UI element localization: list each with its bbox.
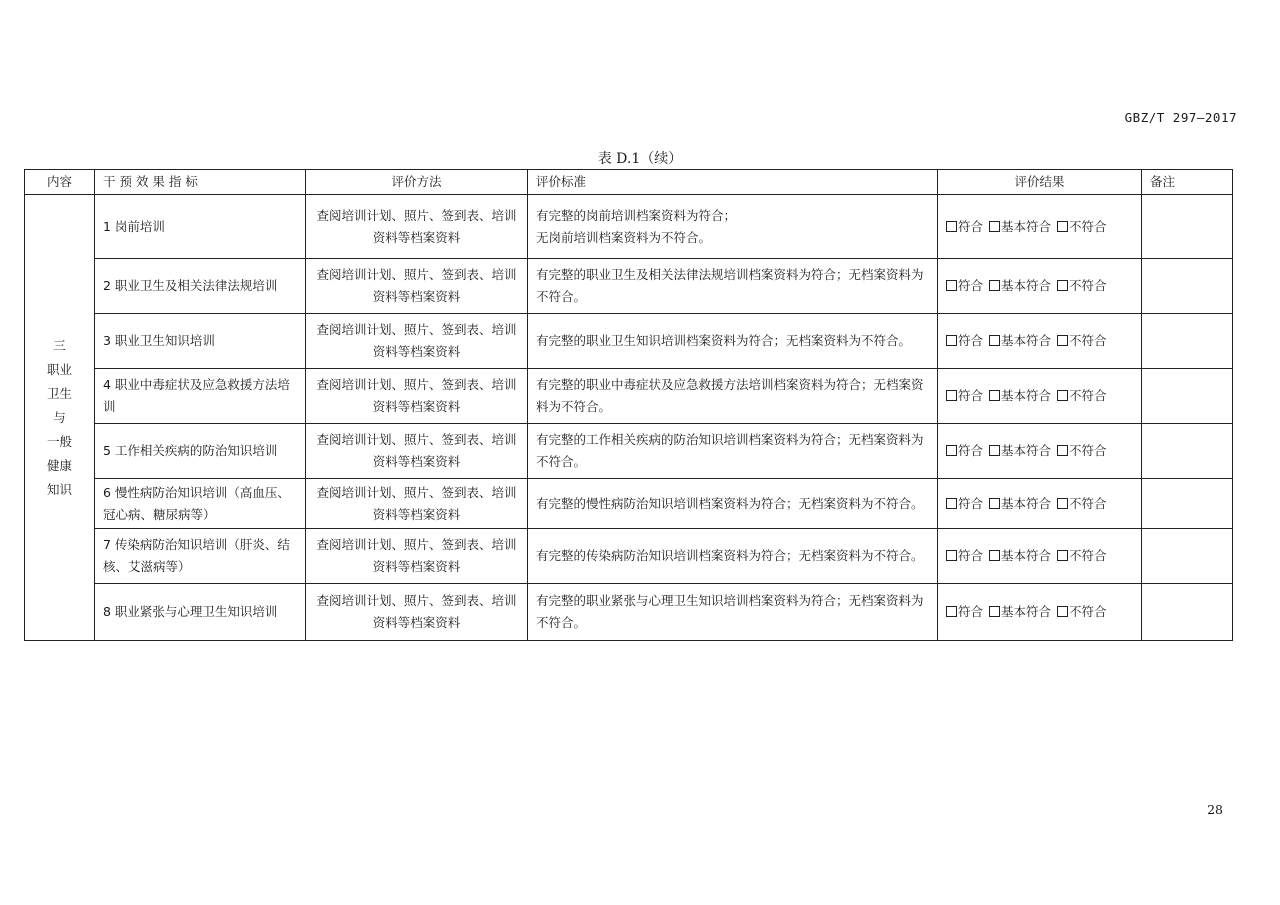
- method-cell: 查阅培训计划、照片、签到表、培训资料等档案资料: [306, 479, 528, 529]
- result-option[interactable]: [946, 219, 983, 234]
- result-option[interactable]: [989, 443, 1051, 458]
- result-option[interactable]: [946, 604, 983, 619]
- checkbox-icon[interactable]: [946, 390, 957, 401]
- note-cell: [1142, 424, 1233, 479]
- result-cell: [938, 259, 1142, 314]
- result-option-label: 基本符合: [1001, 388, 1052, 403]
- result-option[interactable]: [946, 278, 983, 293]
- result-option[interactable]: [1057, 604, 1107, 619]
- result-cell: [938, 195, 1142, 259]
- result-option-label: 符合: [958, 443, 984, 458]
- standard-line: 有完整的岗前培训档案资料为符合；: [536, 207, 737, 223]
- standard-line: 有完整的职业中毒症状及应急救援方法培训档案资料为符合；无档案资料为不符合。: [536, 377, 924, 414]
- standard-line: 有完整的传染病防治知识培训档案资料为符合；无档案资料为不符合。: [536, 548, 924, 563]
- checkbox-icon[interactable]: [1057, 335, 1068, 346]
- checkbox-icon[interactable]: [989, 606, 1000, 617]
- standard-line: 有完整的职业卫生及相关法律法规培训档案资料为符合；无档案资料为不符合。: [536, 267, 924, 304]
- method-cell: 查阅培训计划、照片、签到表、培训资料等档案资料: [306, 369, 528, 424]
- standard-cell: [528, 424, 938, 479]
- standard-line: 有完整的慢性病防治知识培训档案资料为符合；无档案资料为不符合。: [536, 495, 924, 511]
- result-option[interactable]: [989, 388, 1051, 403]
- result-option[interactable]: [989, 548, 1051, 563]
- standard-cell: [528, 479, 938, 529]
- table-row: [25, 259, 1233, 314]
- table-row: [25, 529, 1233, 584]
- checkbox-icon[interactable]: [989, 498, 1000, 509]
- checkbox-icon[interactable]: [946, 280, 957, 291]
- standard-cell: [528, 369, 938, 424]
- method-cell: 查阅培训计划、照片、签到表、培训资料等档案资料: [306, 529, 528, 584]
- result-option-label: 不符合: [1069, 604, 1107, 619]
- checkbox-icon[interactable]: [946, 445, 957, 456]
- result-option[interactable]: [989, 219, 1051, 234]
- category-label-line: 健康: [46, 457, 72, 473]
- result-cell: [938, 584, 1142, 641]
- result-option-label: 不符合: [1069, 218, 1107, 234]
- result-option[interactable]: [989, 496, 1051, 511]
- checkbox-icon[interactable]: [989, 221, 1000, 232]
- indicator-cell: 2 职业卫生及相关法律法规培训: [95, 259, 306, 314]
- checkbox-icon[interactable]: [946, 335, 957, 346]
- checkbox-icon[interactable]: [946, 550, 957, 561]
- result-option-label: 基本符合: [1001, 548, 1052, 563]
- checkbox-icon[interactable]: [989, 550, 1000, 561]
- result-option[interactable]: [989, 333, 1051, 348]
- result-option[interactable]: [946, 548, 983, 563]
- result-cell: [938, 369, 1142, 424]
- header-standard: 评价标准: [528, 170, 938, 195]
- indicator-cell: 1 岗前培训: [95, 195, 306, 259]
- table-row: [25, 369, 1233, 424]
- checkbox-icon[interactable]: [1057, 390, 1068, 401]
- category-label-line: 与: [53, 409, 66, 425]
- result-option[interactable]: [1057, 496, 1107, 511]
- result-option[interactable]: [946, 333, 983, 348]
- category-label-line: 职业: [46, 361, 72, 377]
- result-option[interactable]: [1057, 278, 1107, 293]
- result-option[interactable]: [989, 604, 1051, 619]
- result-cell: [938, 529, 1142, 584]
- indicator-cell: 7 传染病防治知识培训（肝炎、结核、艾滋病等）: [95, 529, 306, 584]
- result-option-label: 不符合: [1069, 443, 1107, 458]
- checkbox-icon[interactable]: [989, 280, 1000, 291]
- note-cell: [1142, 369, 1233, 424]
- result-option-label: 不符合: [1069, 278, 1107, 293]
- method-cell: 查阅培训计划、照片、签到表、培训资料等档案资料: [306, 424, 528, 479]
- result-option[interactable]: [1057, 333, 1107, 348]
- standard-line: 无岗前培训档案资料为不符合。: [536, 229, 712, 245]
- page-number: 28: [1207, 802, 1223, 817]
- checkbox-icon[interactable]: [1057, 221, 1068, 232]
- result-option-label: 不符合: [1069, 333, 1107, 348]
- result-option-label: 基本符合: [1001, 443, 1052, 458]
- result-option[interactable]: [989, 278, 1051, 293]
- checkbox-icon[interactable]: [1057, 498, 1068, 509]
- indicator-cell: 3 职业卫生知识培训: [95, 314, 306, 369]
- checkbox-icon[interactable]: [1057, 445, 1068, 456]
- indicator-cell: 6 慢性病防治知识培训（高血压、冠心病、糖尿病等）: [95, 479, 306, 529]
- header-note: 备注: [1142, 170, 1233, 195]
- result-option-label: 符合: [958, 388, 984, 403]
- evaluation-table: [24, 169, 1233, 641]
- result-option-label: 符合: [958, 495, 984, 511]
- category-label-line: 知识: [46, 481, 72, 497]
- checkbox-icon[interactable]: [989, 335, 1000, 346]
- table-body: [25, 195, 1233, 641]
- header-content: 内容: [25, 170, 95, 195]
- result-cell: [938, 314, 1142, 369]
- note-cell: [1142, 479, 1233, 529]
- category-label-line: 一般: [46, 433, 72, 449]
- result-option[interactable]: [946, 496, 983, 511]
- result-option-label: 符合: [958, 218, 984, 234]
- standard-cell: [528, 584, 938, 641]
- standard-cell: [528, 314, 938, 369]
- result-option-label: 符合: [958, 604, 984, 619]
- indicator-cell: 4 职业中毒症状及应急救援方法培训: [95, 369, 306, 424]
- result-option-label: 基本符合: [1001, 218, 1052, 234]
- result-option-label: 基本符合: [1001, 333, 1052, 348]
- result-option-label: 符合: [958, 333, 984, 348]
- standard-line: 有完整的职业卫生知识培训档案资料为符合；无档案资料为不符合。: [536, 333, 912, 348]
- table-header-row: [25, 170, 1233, 195]
- standard-line: 有完整的职业紧张与心理卫生知识培训档案资料为符合；无档案资料为不符合。: [536, 593, 924, 630]
- standard-cell: [528, 259, 938, 314]
- checkbox-icon[interactable]: [989, 390, 1000, 401]
- standard-line: 有完整的工作相关疾病的防治知识培训档案资料为符合；无档案资料为不符合。: [536, 432, 924, 469]
- table-row: [25, 479, 1233, 529]
- header-indicator: 干 预 效 果 指 标: [95, 170, 306, 195]
- checkbox-icon[interactable]: [1057, 550, 1068, 561]
- note-cell: [1142, 195, 1233, 259]
- result-option[interactable]: [946, 388, 983, 403]
- checkbox-icon[interactable]: [1057, 280, 1068, 291]
- result-option-label: 基本符合: [1001, 604, 1052, 619]
- category-label-line: 三: [53, 337, 66, 353]
- table-row: [25, 314, 1233, 369]
- note-cell: [1142, 314, 1233, 369]
- result-option[interactable]: [1057, 219, 1107, 234]
- checkbox-icon[interactable]: [946, 221, 957, 232]
- method-cell: 查阅培训计划、照片、签到表、培训资料等档案资料: [306, 259, 528, 314]
- standard-cell: [528, 195, 938, 259]
- result-option[interactable]: [1057, 388, 1107, 403]
- note-cell: [1142, 529, 1233, 584]
- indicator-cell: 5 工作相关疾病的防治知识培训: [95, 424, 306, 479]
- result-option-label: 符合: [958, 278, 984, 293]
- header-result: 评价结果: [938, 170, 1142, 195]
- standard-cell: [528, 529, 938, 584]
- method-cell: 查阅培训计划、照片、签到表、培训资料等档案资料: [306, 314, 528, 369]
- table-row: [25, 584, 1233, 641]
- method-cell: 查阅培训计划、照片、签到表、培训资料等档案资料: [306, 195, 528, 259]
- result-option-label: 不符合: [1069, 388, 1107, 403]
- note-cell: [1142, 584, 1233, 641]
- checkbox-icon[interactable]: [946, 606, 957, 617]
- result-option[interactable]: [1057, 548, 1107, 563]
- table-row: [25, 424, 1233, 479]
- result-option-label: 基本符合: [1001, 278, 1052, 293]
- table-row: [25, 195, 1233, 259]
- result-cell: [938, 424, 1142, 479]
- checkbox-icon[interactable]: [946, 498, 957, 509]
- indicator-cell: 8 职业紧张与心理卫生知识培训: [95, 584, 306, 641]
- checkbox-icon[interactable]: [1057, 606, 1068, 617]
- note-cell: [1142, 259, 1233, 314]
- header-method: 评价方法: [306, 170, 528, 195]
- table-title: 表 D.1（续）: [597, 151, 683, 167]
- result-option-label: 基本符合: [1001, 495, 1052, 511]
- result-option-label: 符合: [958, 548, 984, 563]
- result-cell: [938, 479, 1142, 529]
- result-option-label: 不符合: [1069, 548, 1107, 563]
- method-cell: 查阅培训计划、照片、签到表、培训资料等档案资料: [306, 584, 528, 641]
- result-option[interactable]: [1057, 443, 1107, 458]
- result-option-label: 不符合: [1069, 495, 1107, 511]
- document-code: GBZ/T 297—2017: [1124, 110, 1237, 125]
- category-cell: [25, 195, 95, 641]
- category-label-line: 卫生: [46, 385, 72, 401]
- result-option[interactable]: [946, 443, 983, 458]
- checkbox-icon[interactable]: [989, 445, 1000, 456]
